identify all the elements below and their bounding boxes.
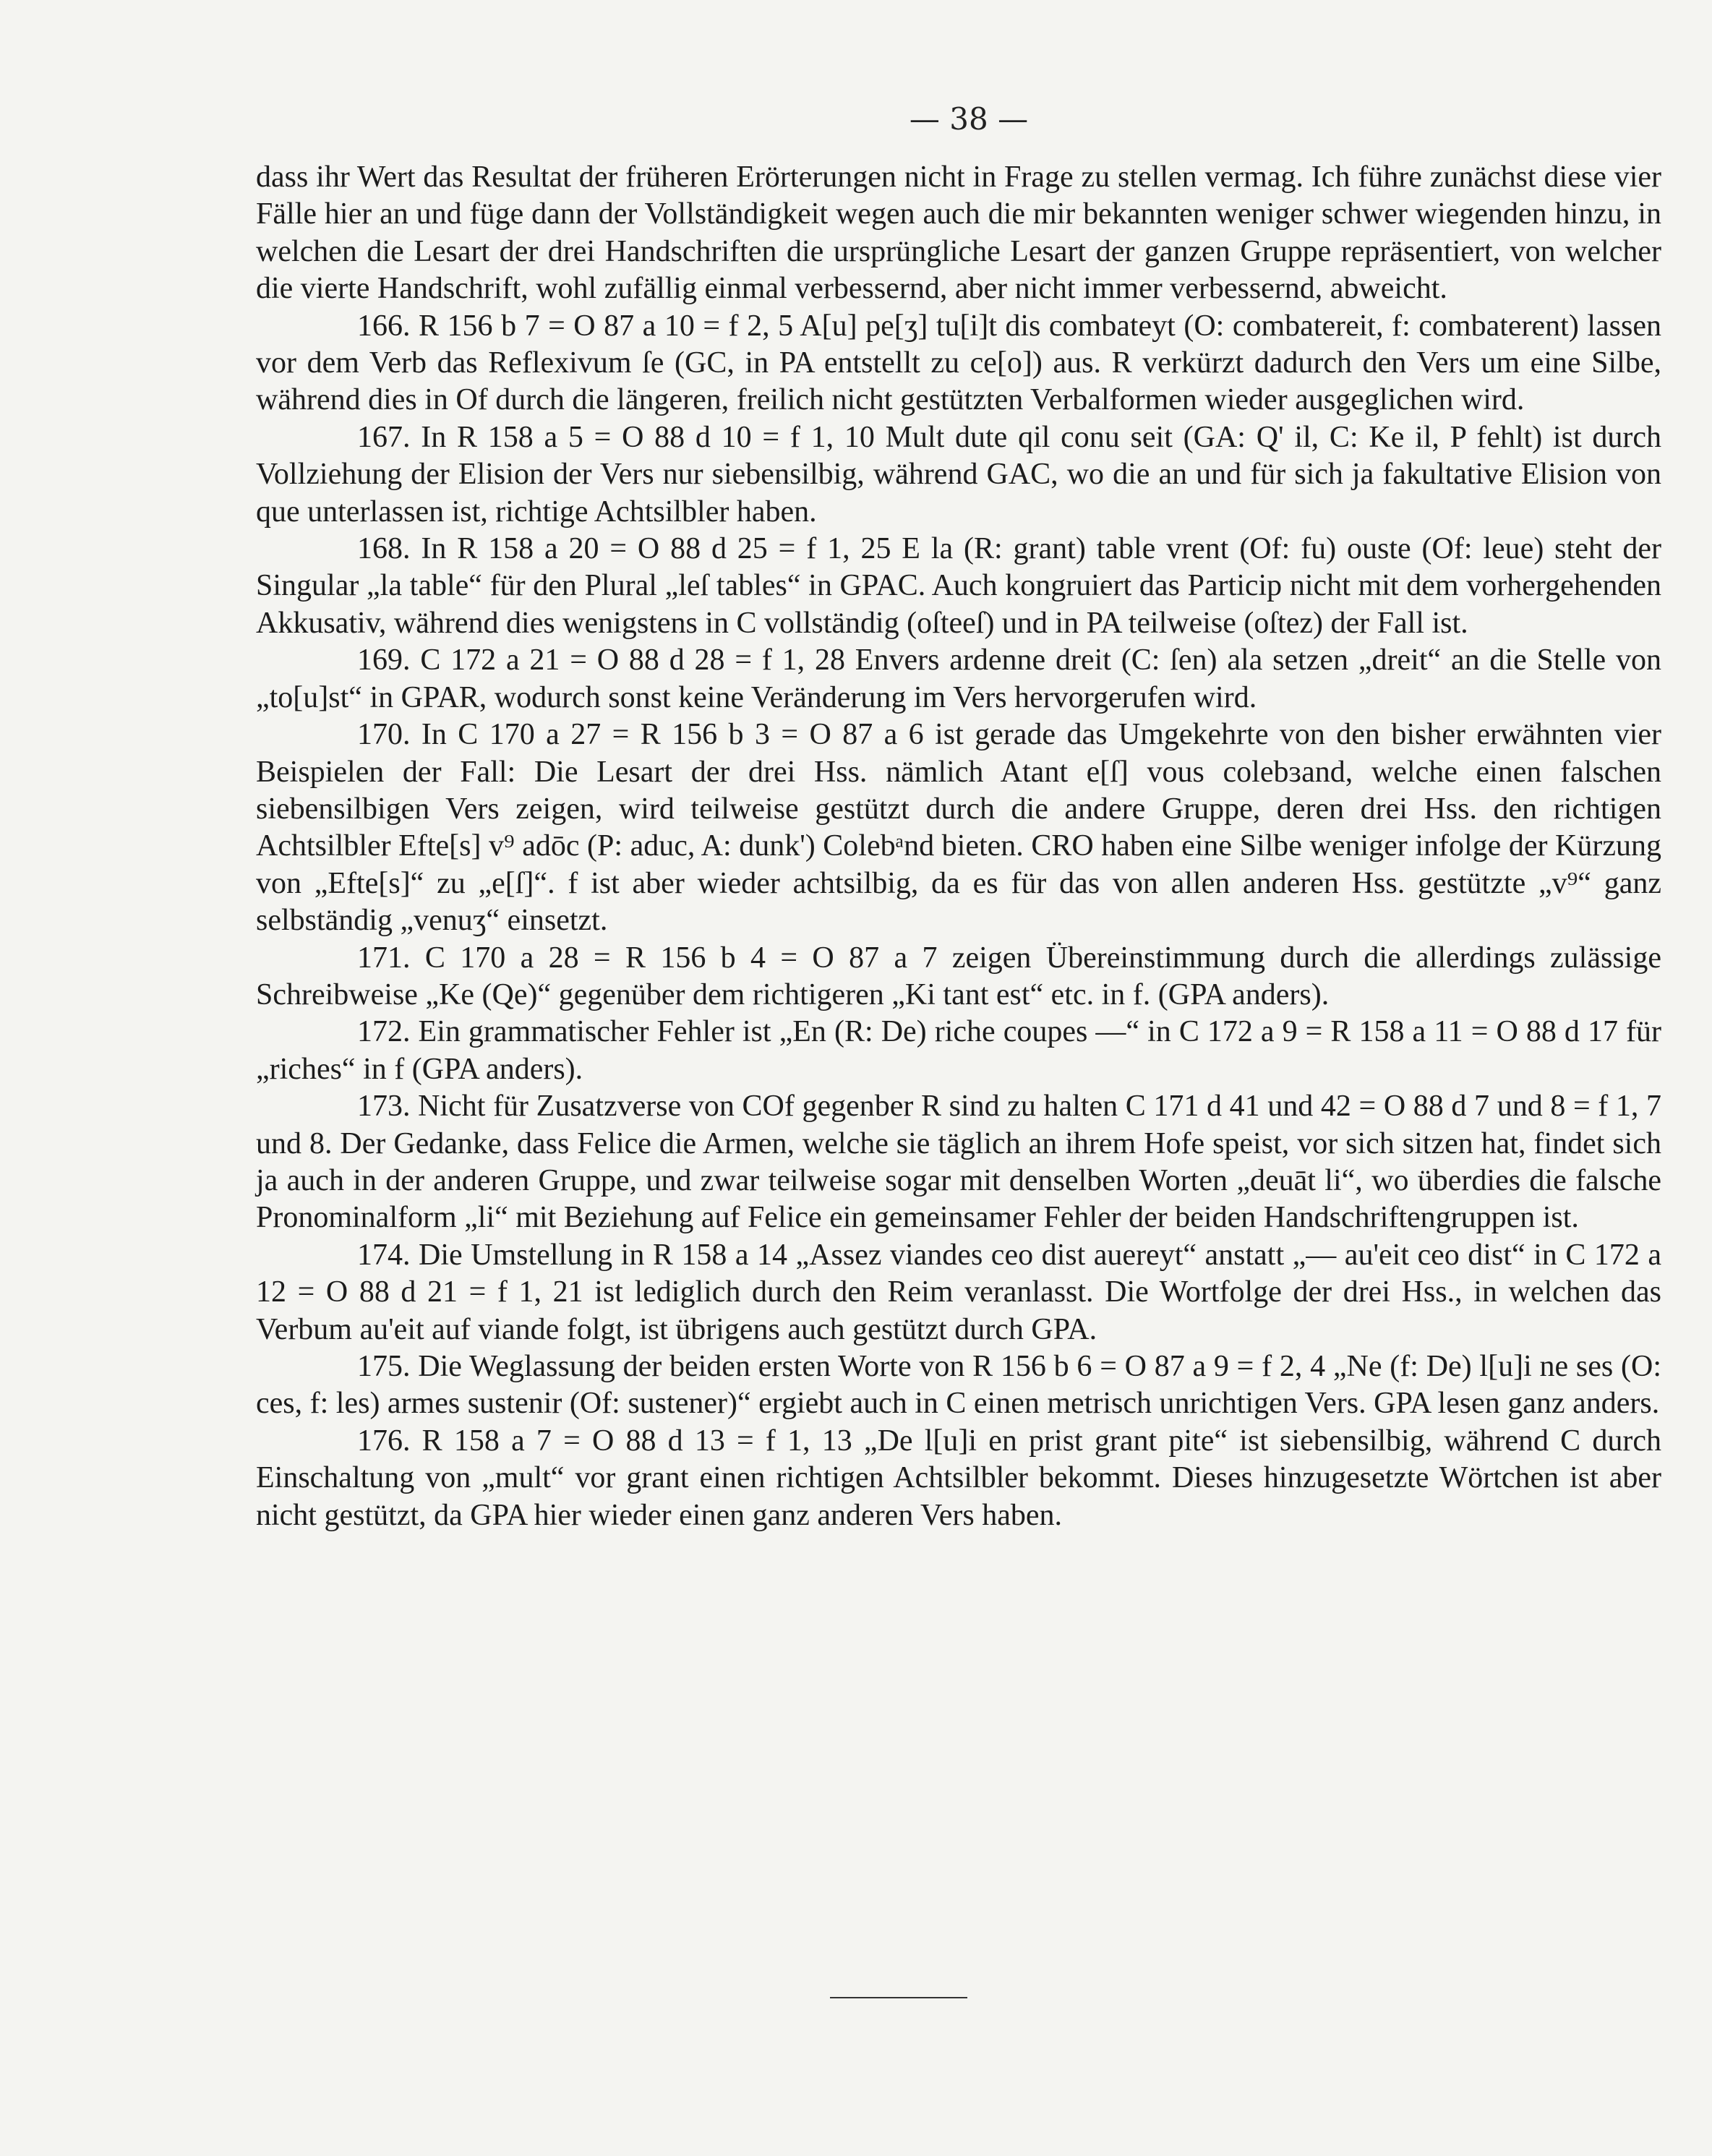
closing-rule [830, 1997, 967, 1998]
paragraph-176: 176. R 158 a 7 = O 88 d 13 = f 1, 13 „De l[u]i en prist grant pite“ ist siebensilbig, während C durch Einschaltung von „mult“ vor grant einen richtigen Achtsilbler bekommt. Dieses hinzugesetzte Wörtchen ist aber nicht gestützt, da GPA hier wieder einen ganz anderen Vers haben. [256, 1424, 1661, 1532]
body-text [256, 159, 1661, 1534]
paragraph-173: 173. Nicht für Zusatzverse von COf gegenber R sind zu halten C 171 d 41 und 42 = O 88 d 7 und 8 = f 1, 7 und 8. Der Gedanke, dass Felice die Armen, welche sie täglich an ihrem Hofe speist, vor sich sitzen hat, findet sich ja auch in der anderen Gruppe, und zwar teilweise sogar mit denselben Worten „deuāt li“, wo überdies die falsche Pronominalform „li“ mit Beziehung auf Felice ein gemeinsamer Fehler der beiden Handschriftengruppen ist. [256, 1090, 1661, 1235]
paragraph-170: 170. In C 170 a 27 = R 156 b 3 = O 87 a 6 ist gerade das Umgekehrte von den bisher erwähnten vier Beispielen der Fall: Die Lesart der drei Hss. nämlich Atant e[ſ] vous colebɜand, welche einen falschen siebensilbigen Vers zeigen, wird teilweise gestützt durch die andere Gruppe, deren drei Hss. den richtigen Achtsilbler Efte[s] v⁹ adōc (P: aduc, A: dunk') Colebᵃnd bieten. CRO haben eine Silbe weniger infolge der Kürzung von „Efte[s]“ zu „e[ſ]“. f ist aber wieder achtsilbig, da es für das von allen anderen Hss. gestützte „v⁹“ ganz selbständig „venuʒ“ einsetzt. [256, 718, 1661, 938]
paragraph-171: 171. C 170 a 28 = R 156 b 4 = O 87 a 7 zeigen Übereinstimmung durch die allerdings zulässige Schreibweise „Ke (Qe)“ gegenüber dem richtigeren „Ki tant est“ etc. in f. (GPA anders). [256, 941, 1661, 1011]
paragraph-167: 167. In R 158 a 5 = O 88 d 10 = f 1, 10 Mult dute qil conu seit (GA: Q' il, C: Ke il, P fehlt) ist durch Vollziehung der Elision der Vers nur siebensilbig, während GAC, wo die an und für sich ja fakultative Elision von que unterlassen ist, richtige Achtsilbler haben. [256, 420, 1661, 529]
page-number: — 38 — [909, 101, 1029, 137]
paragraph-166: 166. R 156 b 7 = O 87 a 10 = f 2, 5 A[u] pe[ʒ] tu[i]t dis combateyt (O: combatereit, f: combaterent) lassen vor dem Verb das Reflexivum ſe (GC, in PA entstellt zu ce[o]) aus. R verkürzt dadurch den Vers um eine Silbe, während dies in Of durch die längeren, freilich nicht gestützten Verbalformen wieder ausgeglichen wird. [256, 309, 1661, 417]
paragraph-175: 175. Die Weglassung der beiden ersten Worte von R 156 b 6 = O 87 a 9 = f 2, 4 „Ne (f: De) l[u]i ne ses (O: ces, f: les) armes sustenir (Of: sustener)“ ergiebt auch in C einen metrisch unrichtigen Vers. GPA lesen ganz anders. [256, 1350, 1661, 1421]
paragraph-168: 168. In R 158 a 20 = O 88 d 25 = f 1, 25 E la (R: grant) table vrent (Of: fu) ouste (Of: leue) steht der Singular „la table“ für den Plural „leſ tables“ in GPAC. Auch kongruiert das Particip nicht mit dem vorhergehenden Akkusativ, während dies wenigstens in C vollständig (oſteeſ) und in PA teilweise (oſtez) der Fall ist. [256, 532, 1661, 640]
paragraph-169: 169. C 172 a 21 = O 88 d 28 = f 1, 28 Envers ardenne dreit (C: ſen) ala setzen „dreit“ an die Stelle von „to[u]st“ in GPAR, wodurch sonst keine Veränderung im Vers hervorgerufen wird. [256, 643, 1661, 714]
paragraph-intro: dass ihr Wert das Resultat der früheren Erörterungen nicht in Frage zu stellen vermag. Ich führe zunächst diese vier Fälle hier an und füge dann der Vollständigkeit wegen auch die mir bekannten weniger schwer wiegenden hinzu, in welchen die Lesart der drei Handschriften die ursprüngliche Lesart der ganzen Gruppe repräsentiert, von welcher die vierte Handschrift, wohl zufällig einmal verbessernd, aber nicht immer verbessernd, abweicht. [256, 161, 1661, 306]
paragraph-174: 174. Die Umstellung in R 158 a 14 „Assez viandes ceo dist auereyt“ anstatt „— au'eit ceo dist“ in C 172 a 12 = O 88 d 21 = f 1, 21 ist lediglich durch den Reim veranlasst. Die Wortfolge der drei Hss., in welchen das Verbum au'eit auf viande folgt, ist übrigens auch gestützt durch GPA. [256, 1238, 1661, 1346]
paragraph-172: 172. Ein grammatischer Fehler ist „En (R: De) riche coupes —“ in C 172 a 9 = R 158 a 11 = O 88 d 17 für „riches“ in f (GPA anders). [256, 1015, 1661, 1086]
